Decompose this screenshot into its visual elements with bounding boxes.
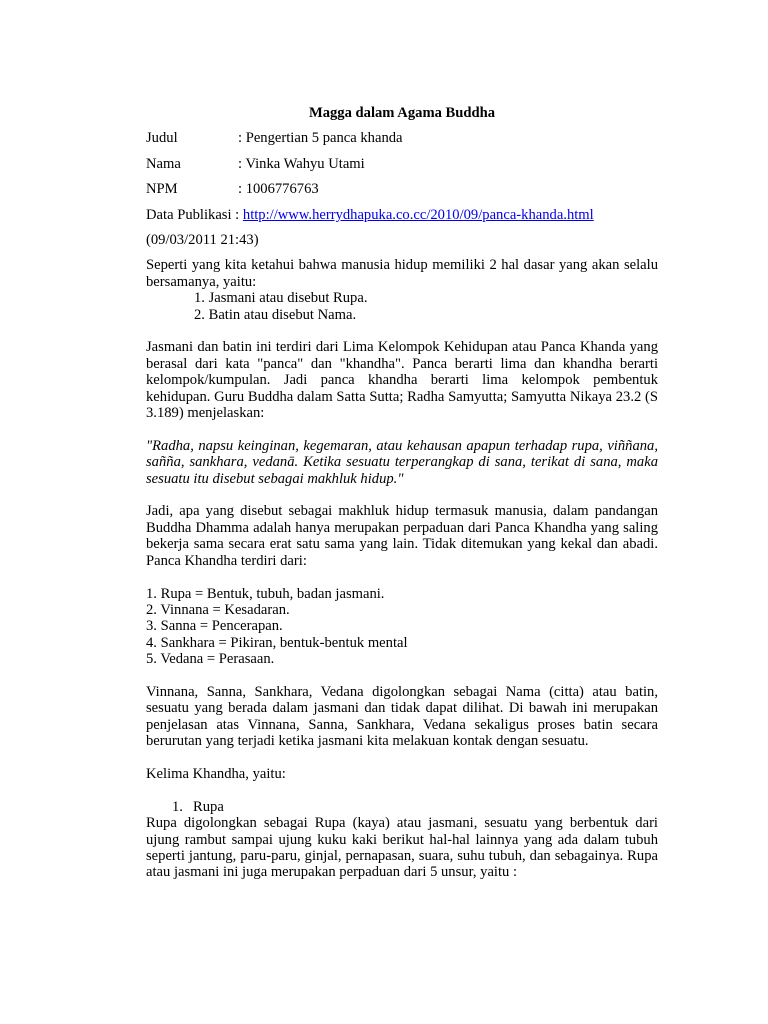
- list-item: 5. Vedana = Perasaan.: [146, 651, 275, 668]
- meta-row-nama: [146, 156, 658, 172]
- list-item: 2. Vinnana = Kesadaran.: [146, 601, 290, 618]
- publication-label: Data Publikasi :: [146, 206, 243, 223]
- list-item: 1. Rupa = Bentuk, tubuh, badan jasmani.: [146, 585, 385, 602]
- basic-list: [146, 290, 658, 323]
- meta-value: : 1006776763: [238, 181, 319, 198]
- khandha-list: [146, 586, 658, 668]
- section-title: Rupa: [193, 798, 224, 815]
- meta-value: : Pengertian 5 panca khanda: [238, 130, 403, 147]
- publication-link[interactable]: http://www.herrydhapuka.co.cc/2010/09/panca-khanda.html: [242, 206, 594, 223]
- meta-row-publication: [146, 207, 658, 223]
- quote-satta-sutta: "Radha, napsu keinginan, kegemaran, atau kehausan apapun terhadap rupa, viññana, saññа, sankhara, vedanā. Ketika sesuatu terperangkap di sana, terikat di sana, maka sesuatu itu disebut sebagai makhluk hidup.": [146, 437, 658, 487]
- document-title: Magga dalam Agama Buddha: [308, 105, 496, 121]
- paragraph-intro: Seperti yang kita ketahui bahwa manusia hidup memiliki 2 hal dasar yang akan selalu bersamanya, yaitu:: [146, 257, 658, 290]
- meta-row-npm: [146, 181, 658, 197]
- paragraph-panca-khanda: Jasmani dan batin ini terdiri dari Lima Kelompok Kehidupan atau Panca Khanda yang berasal dari kata "panca" dan "khandha". Panca berarti lima dan khandha berarti kelompok/kumpulan. Jadi panca khandha berarti lima kelompok pembentuk kehidupan. Guru Buddha dalam Satta Sutta; Radha Samyutta; Samyutta Nikaya 23.2 (S 3.189) menjelaskan:: [146, 339, 658, 422]
- list-item: 2. Batin atau disebut Nama.: [194, 306, 357, 323]
- document-body: [146, 105, 658, 881]
- meta-key: Nama: [146, 155, 181, 172]
- meta-key: NPM: [146, 181, 178, 198]
- meta-row-judul: [146, 130, 658, 146]
- paragraph-kelima-khandha: Kelima Khandha, yaitu:: [146, 765, 286, 782]
- list-item: 1. Jasmani atau disebut Rupa.: [194, 290, 368, 307]
- paragraph-makhluk-hidup: Jadi, apa yang disebut sebagai makhluk hidup termasuk manusia, dalam pandangan Buddha Dhamma adalah hanya merupakan perpaduan dari Panca Khandha yang saling bekerja sama secara erat satu sama yang lain. Tidak ditemukan yang kekal dan abadi. Panca Khandha terdiri dari:: [146, 503, 658, 569]
- paragraph-rupa: Rupa digolongkan sebagai Rupa (kaya) atau jasmani, sesuatu yang berbentuk dari ujung rambut sampai ujung kuku kaki berikut hal-hal lainnya yang ada dalam tubuh seperti jantung, paru-paru, ginjal, pernapasan, suara, suhu tubuh, dan sebagainya. Rupa atau jasmani ini juga merupakan perpaduan dari 5 unsur, yaitu :: [146, 815, 658, 881]
- section-heading-rupa: [146, 799, 658, 815]
- paragraph-nama: Vinnana, Sanna, Sankhara, Vedana digolongkan sebagai Nama (citta) atau batin, sesuatu yang berada dalam jasmani dan tidak dapat dilihat. Di bawah ini merupakan penjelasan atas Vinnana, Sanna, Sankhara, Vedana sekaligus proses batin secara berurutan yang terjadi ketika jasmani kita melakuan kontak dengan sesuatu.: [146, 683, 658, 750]
- list-item: 4. Sankhara = Pikiran, bentuk-bentuk mental: [146, 634, 408, 651]
- meta-value: : Vinka Wahyu Utami: [238, 155, 365, 172]
- meta-key: Judul: [146, 130, 178, 147]
- list-item: 3. Sanna = Pencerapan.: [146, 618, 283, 635]
- section-number: 1.: [172, 798, 183, 815]
- publication-timestamp: (09/03/2011 21:43): [146, 232, 259, 249]
